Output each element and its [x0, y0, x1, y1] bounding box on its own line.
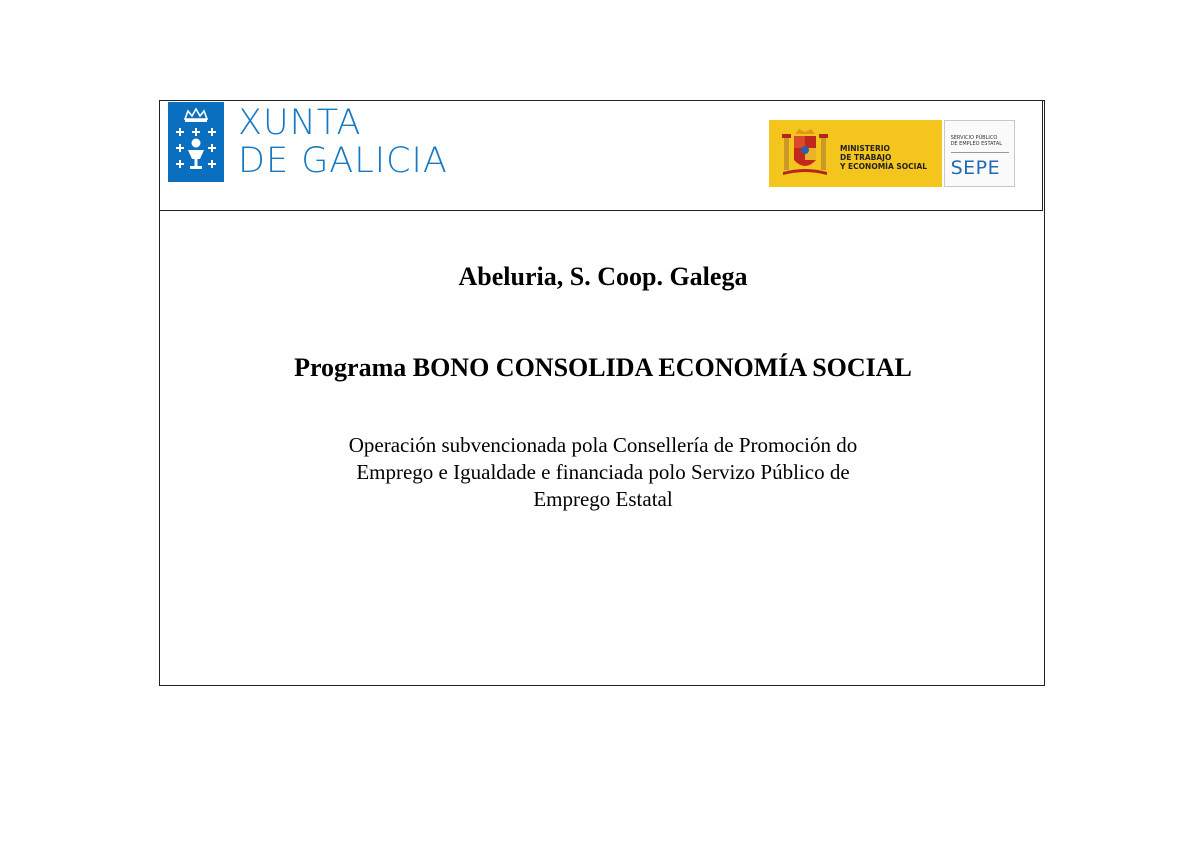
company-name: Abeluria, S. Coop. Galega	[458, 262, 748, 291]
xunta-wordmark	[238, 104, 448, 180]
ministry-line3: Y ECONOMÍA SOCIAL	[840, 162, 928, 171]
sepe-subtitle	[951, 135, 1002, 147]
sepe-divider	[951, 152, 1009, 153]
galicia-shield-icon	[168, 102, 224, 182]
document-frame	[159, 100, 1045, 686]
operation-line2: Emprego e Igualdade e financiada polo Servizo Público de	[356, 460, 850, 484]
sepe-logo	[944, 120, 1015, 187]
ministry-banner	[769, 120, 942, 187]
spain-coat-of-arms-icon	[781, 126, 829, 180]
xunta-de-galicia-logo	[168, 101, 448, 183]
operation-line3: Emprego Estatal	[533, 487, 673, 511]
xunta-line2: DE GALICIA	[238, 141, 448, 181]
operation-statement	[303, 432, 903, 513]
sepe-small-line2: DE EMPLEO ESTATAL	[950, 141, 1003, 147]
logo-header	[160, 101, 1043, 211]
ministry-text	[840, 144, 927, 171]
sepe-name: SEPE	[950, 157, 1001, 179]
operation-line1: Operación subvencionada pola Consellería de Promoción do	[348, 433, 858, 457]
ministry-sepe-logo	[769, 120, 1015, 187]
ministry-line1: MINISTERIO	[840, 144, 890, 153]
sepe-small-line1: SERVICIO PÚBLICO	[950, 135, 998, 141]
ministry-line2: DE TRABAJO	[840, 153, 892, 162]
xunta-line1: XUNTA	[238, 103, 362, 143]
program-title: Programa BONO CONSOLIDA ECONOMÍA SOCIAL	[294, 353, 912, 382]
